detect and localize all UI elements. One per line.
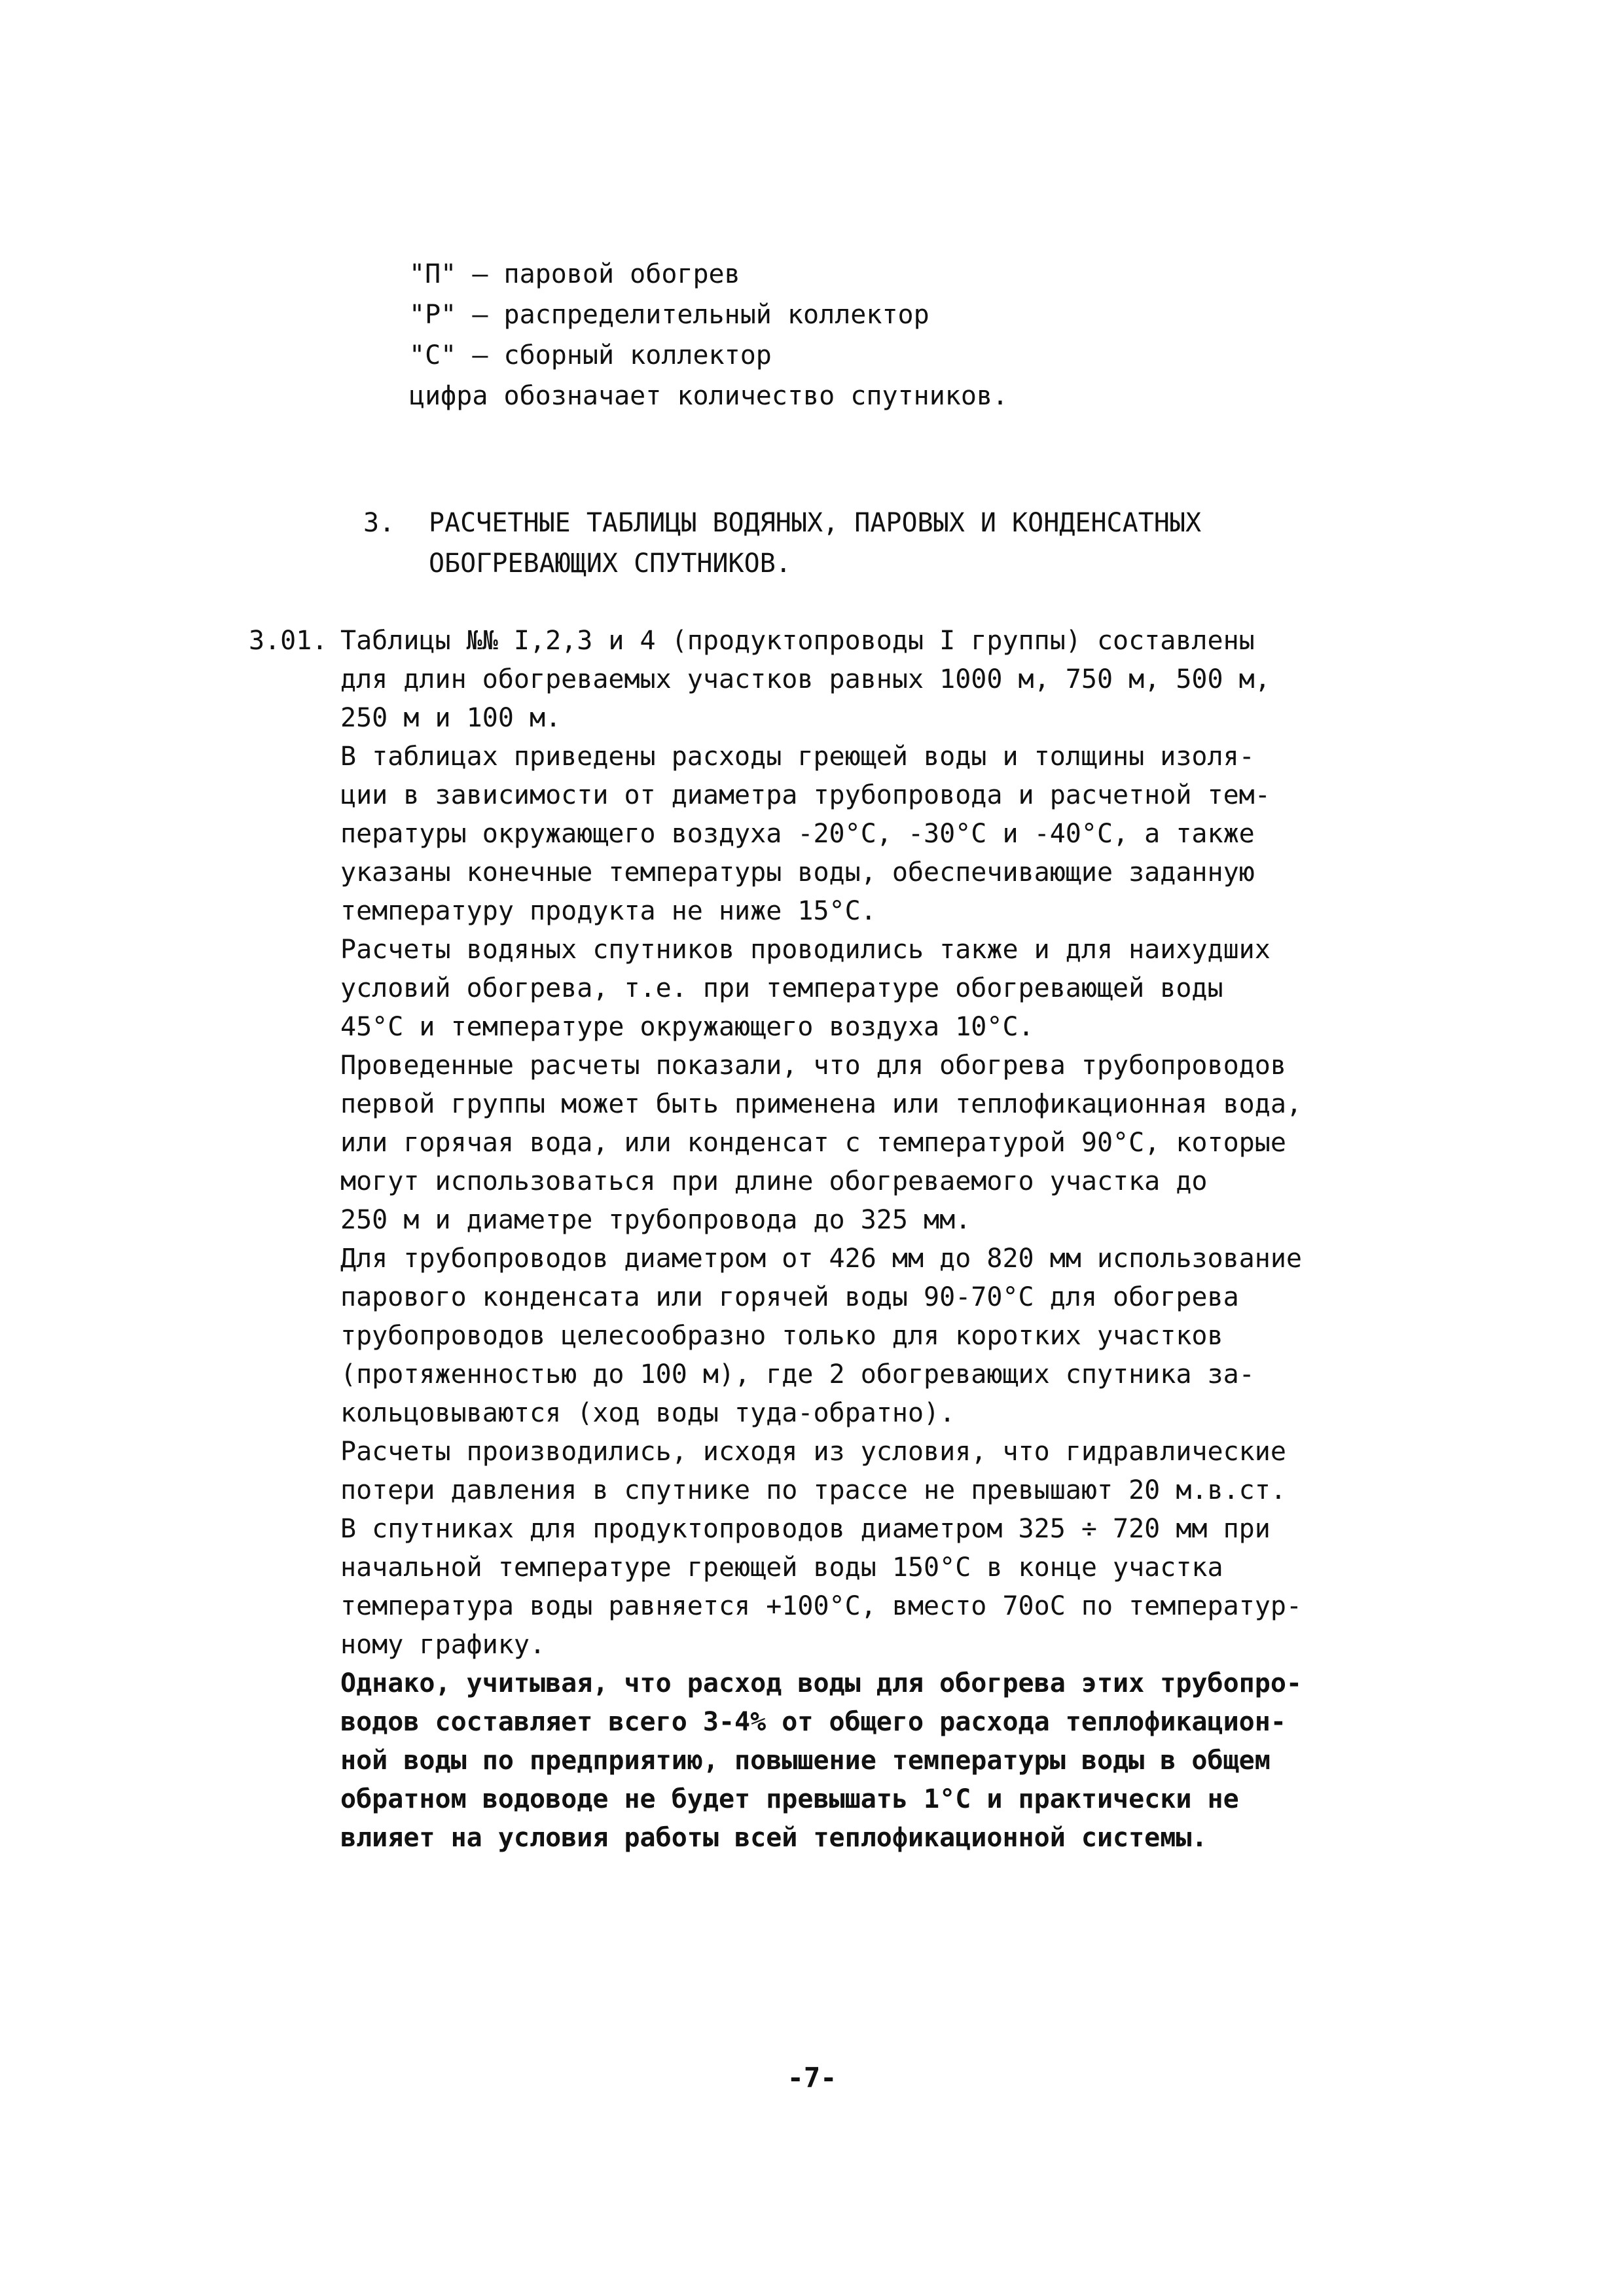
text-line: ной воды по предприятию, повышение температуры воды в общем [340,1746,1271,1776]
text-line: (протяженностью до 100 м), где 2 обогревающих спутника за- [340,1359,1255,1390]
text-line: начальной температуре греющей воды 150°С в конце участка [340,1552,1223,1583]
section-title-line-2: ОБОГРЕВАЮЩИХ СПУТНИКОВ. [429,548,791,579]
text-line: условий обогрева, т.е. при температуре обогревающей воды [340,973,1223,1003]
text-line: Расчеты водяных спутников проводились также и для наихудших [340,935,1271,965]
legend-item: "Р" – распределительный коллектор [409,300,929,330]
text-line: трубопроводов целесообразно только для коротких участков [340,1321,1223,1351]
text-line: Расчеты производились, исходя из условия, что гидравлические [340,1437,1286,1467]
text-line: ному графику. [340,1630,546,1660]
legend-item: цифра обозначает количество спутников. [409,381,1009,411]
text-line: водов составляет всего 3-4% от общего расхода теплофикацион- [340,1707,1286,1737]
text-line: для длин обогреваемых участков равных 1000 м, 750 м, 500 м, [340,664,1271,694]
text-line: 250 м и 100 м. [340,703,562,733]
text-line: температуру продукта не ниже 15°С. [340,896,876,926]
text-line: Проведенные расчеты показали, что для обогрева трубопроводов [340,1050,1286,1081]
clause-text [340,622,1414,1664]
page-number: -7- [787,2062,837,2094]
text-line: указаны конечные температуры воды, обеспечивающие заданную [340,857,1255,888]
section-number: 3. [363,508,395,538]
text-line: или горячая вода, или конденсат с температурой 90°С, которые [340,1128,1286,1158]
legend-item: "П" – паровой обогрев [409,259,740,289]
text-line: Для трубопроводов диаметром от 426 мм до 820 мм использование [340,1244,1303,1274]
text-line: Таблицы №№ I,2,3 и 4 (продуктопроводы I группы) составлены [340,626,1255,656]
text-line: первой группы может быть применена или теплофикационная вода, [340,1089,1303,1119]
text-line: влияет на условия работы всей теплофикационной системы. [340,1823,1208,1853]
clause-body [340,622,1414,1857]
text-line: 250 м и диаметре трубопровода до 325 мм. [340,1205,971,1235]
text-line: В спутниках для продуктопроводов диаметром 325 ÷ 720 мм при [340,1514,1271,1544]
legend-list [409,254,1008,416]
text-line: могут использоваться при длине обогреваемого участка до [340,1166,1208,1196]
text-line: ции в зависимости от диаметра трубопровода и расчетной тем- [340,780,1271,810]
legend-item: "С" – сборный коллектор [409,340,772,370]
text-line: пературы окружающего воздуха -20°С, -30°С и -40°С, а также [340,819,1255,849]
text-line: 45°С и температуре окружающего воздуха 10°С. [340,1012,1034,1042]
clause-bold-text [340,1664,1414,1857]
text-line: потери давления в спутнике по трассе не превышают 20 м.в.ст. [340,1475,1286,1505]
section-heading [363,503,1201,584]
section-title-line-1: РАСЧЕТНЫЕ ТАБЛИЦЫ ВОДЯНЫХ, ПАРОВЫХ И КОНДЕНСАТНЫХ [429,508,1202,538]
text-line: обратном водоводе не будет превышать 1°С и практически не [340,1784,1239,1814]
text-line: Однако, учитывая, что расход воды для обогрева этих трубопро- [340,1668,1303,1698]
clause-number: 3.01. [249,626,328,656]
text-line: В таблицах приведены расходы греющей воды и толщины изоля- [340,742,1255,772]
text-line: парового конденсата или горячей воды 90-70°С для обогрева [340,1282,1239,1312]
text-line: кольцовываются (ход воды туда-обратно). [340,1398,956,1428]
text-line: температура воды равняется +100°С, вместо 70оС по температур- [340,1591,1303,1621]
